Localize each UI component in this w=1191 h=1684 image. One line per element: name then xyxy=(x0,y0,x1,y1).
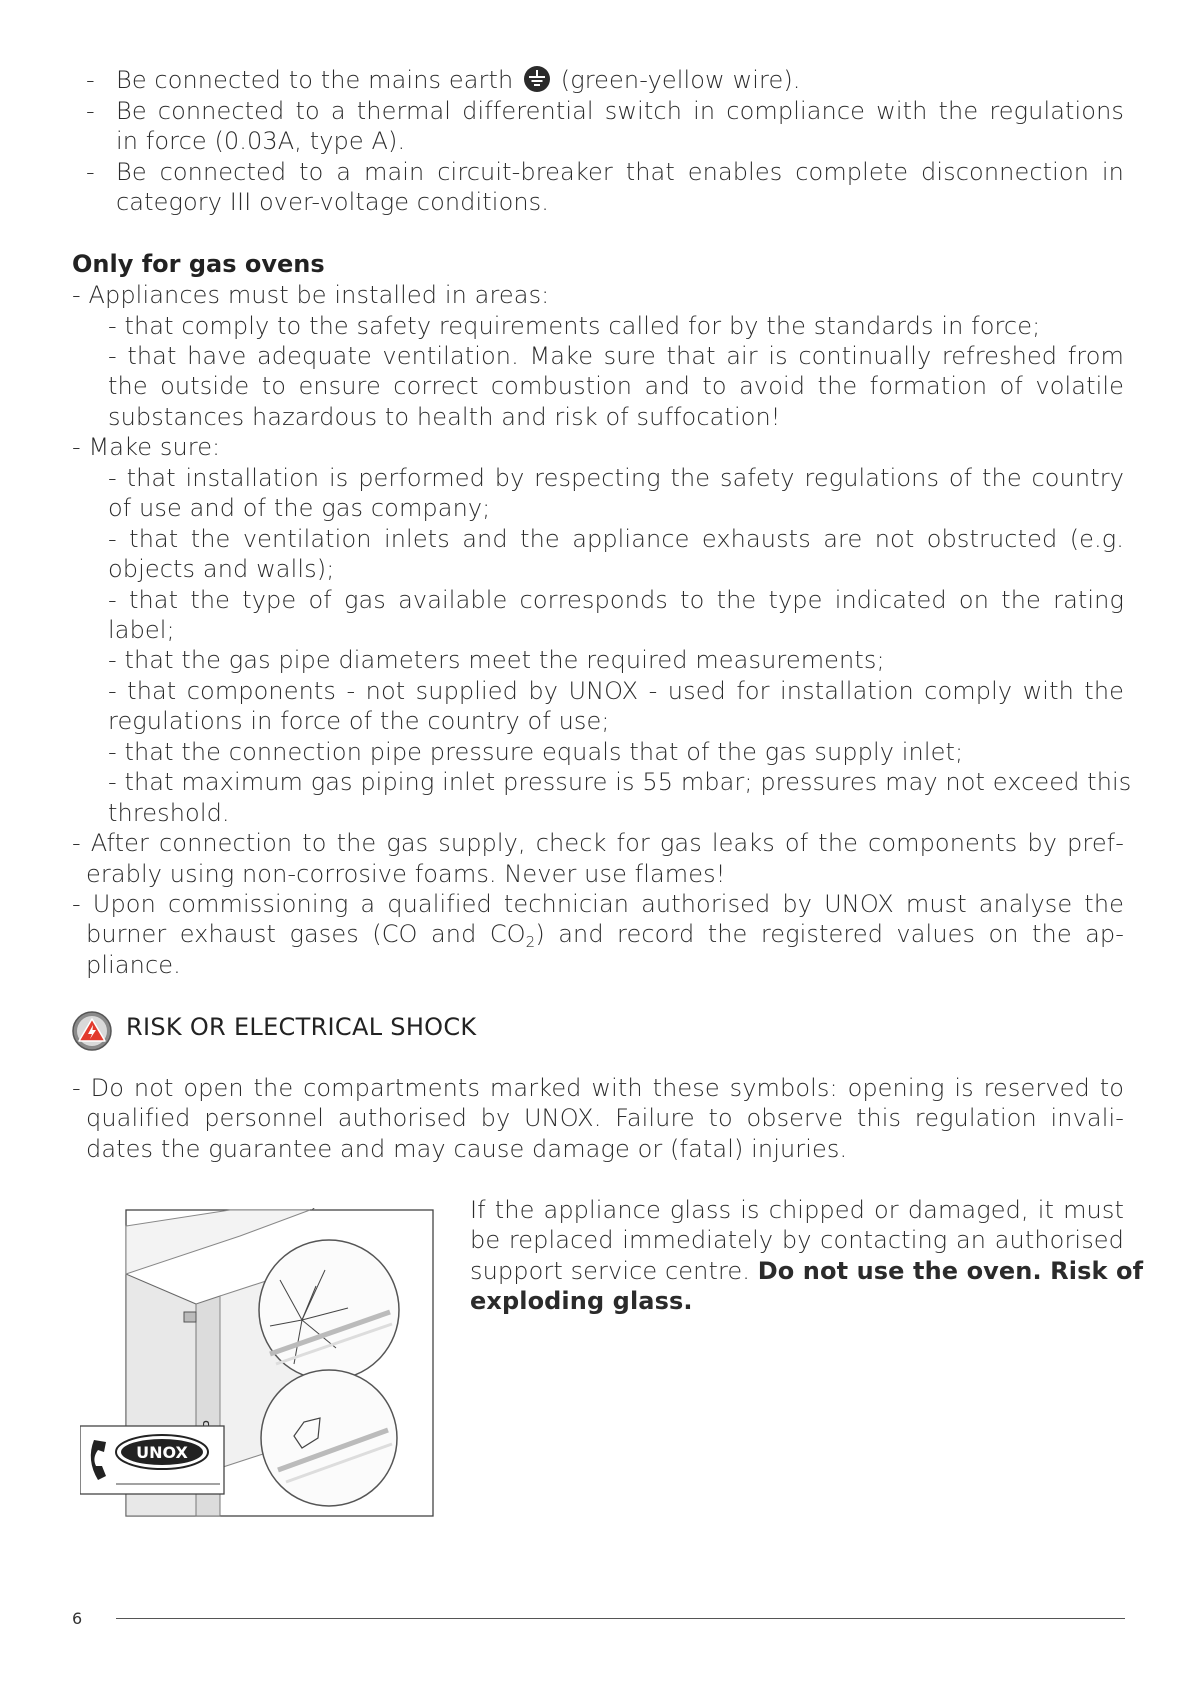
risk-section-heading: RISK OR ELECTRICAL SHOCK xyxy=(126,1013,477,1041)
check-item-line: threshold. xyxy=(108,799,230,827)
list-item-line: in force (0.03A, type A). xyxy=(116,127,406,155)
footer-divider xyxy=(116,1618,1125,1619)
oven-glass-illustration xyxy=(80,1208,436,1520)
list-item: Be connected to the mains earth (green-yellow wire). xyxy=(116,66,801,94)
list-item-line: Be connected to a main circuit-breaker that enables complete disconnection in xyxy=(116,158,1124,186)
warning-line: qualified personnel authorised by UNOX. Failure to observe this regulation invali- xyxy=(86,1104,1124,1132)
electric-shock-warning-icon xyxy=(72,1011,112,1051)
commissioning-line: pliance. xyxy=(86,951,181,979)
brand-logo-text: UNOX xyxy=(136,1443,188,1462)
glass-note-line: exploding glass. xyxy=(470,1287,693,1315)
bullet-dash: - xyxy=(86,97,95,125)
areas-intro: - Appliances must be installed in areas: xyxy=(72,281,550,309)
glass-note-line: If the appliance glass is chipped or damaged, it must xyxy=(470,1196,1124,1224)
glass-note-line: support service centre. Do not use the oven. Risk of xyxy=(470,1257,1144,1285)
check-item-line: - that the gas pipe diameters meet the required measurements; xyxy=(108,646,885,674)
earth-ground-icon xyxy=(523,65,551,93)
area-item-line: - that have adequate ventilation. Make sure that air is continually refreshed from xyxy=(108,342,1124,370)
bullet-dash: - xyxy=(86,66,95,94)
check-item-line: - that the connection pipe pressure equals that of the gas supply inlet; xyxy=(108,738,964,766)
after-connection-line: erably using non-corrosive foams. Never use flames! xyxy=(86,860,726,888)
list-item-line: category III over-voltage conditions. xyxy=(116,188,549,216)
unox-logo xyxy=(116,1435,208,1469)
check-item-line: - that components - not supplied by UNOX - used for installation comply with the xyxy=(108,677,1124,705)
area-item-line: the outside to ensure correct combustion and to avoid the formation of volatile xyxy=(108,372,1124,400)
check-item-line: of use and of the gas company; xyxy=(108,494,491,522)
check-item-line: objects and walls); xyxy=(108,555,335,583)
warning-line: dates the guarantee and may cause damage or (fatal) injuries. xyxy=(86,1135,848,1163)
check-item-line: label; xyxy=(108,616,175,644)
page-number: 6 xyxy=(72,1609,83,1628)
bullet-dash: - xyxy=(86,158,95,186)
commissioning-line: burner exhaust gases (CO and $CO_2$) and record the registered values on the ap- xyxy=(86,920,1125,951)
glass-note-line: be replaced immediately by contacting an authorised xyxy=(470,1226,1124,1254)
area-item-line: substances hazardous to health and risk of suffocation! xyxy=(108,403,781,431)
commissioning-line: - Upon commissioning a qualified technician authorised by UNOX must analyse the xyxy=(72,890,1124,918)
area-item-line: - that comply to the safety requirements called for by the standards in force; xyxy=(108,312,1041,340)
check-item-line: - that the ventilation inlets and the appliance exhausts are not obstructed (e.g. xyxy=(108,525,1124,553)
after-connection-line: - After connection to the gas supply, check for gas leaks of the components by pref- xyxy=(72,829,1124,857)
check-item-line: - that installation is performed by respecting the safety regulations of the country xyxy=(108,464,1124,492)
check-item-line: - that the type of gas available corresponds to the type indicated on the rating xyxy=(108,586,1124,614)
list-item-line: Be connected to a thermal differential switch in compliance with the regulations xyxy=(116,97,1124,125)
make-sure-intro: - Make sure: xyxy=(72,433,221,461)
gas-section-heading: Only for gas ovens xyxy=(72,250,325,278)
warning-line: - Do not open the compartments marked with these symbols: opening is reserved to xyxy=(72,1074,1124,1102)
check-item-line: - that maximum gas piping inlet pressure is 55 mbar; pressures may not exceed this xyxy=(108,768,1132,796)
check-item-line: regulations in force of the country of use; xyxy=(108,707,610,735)
